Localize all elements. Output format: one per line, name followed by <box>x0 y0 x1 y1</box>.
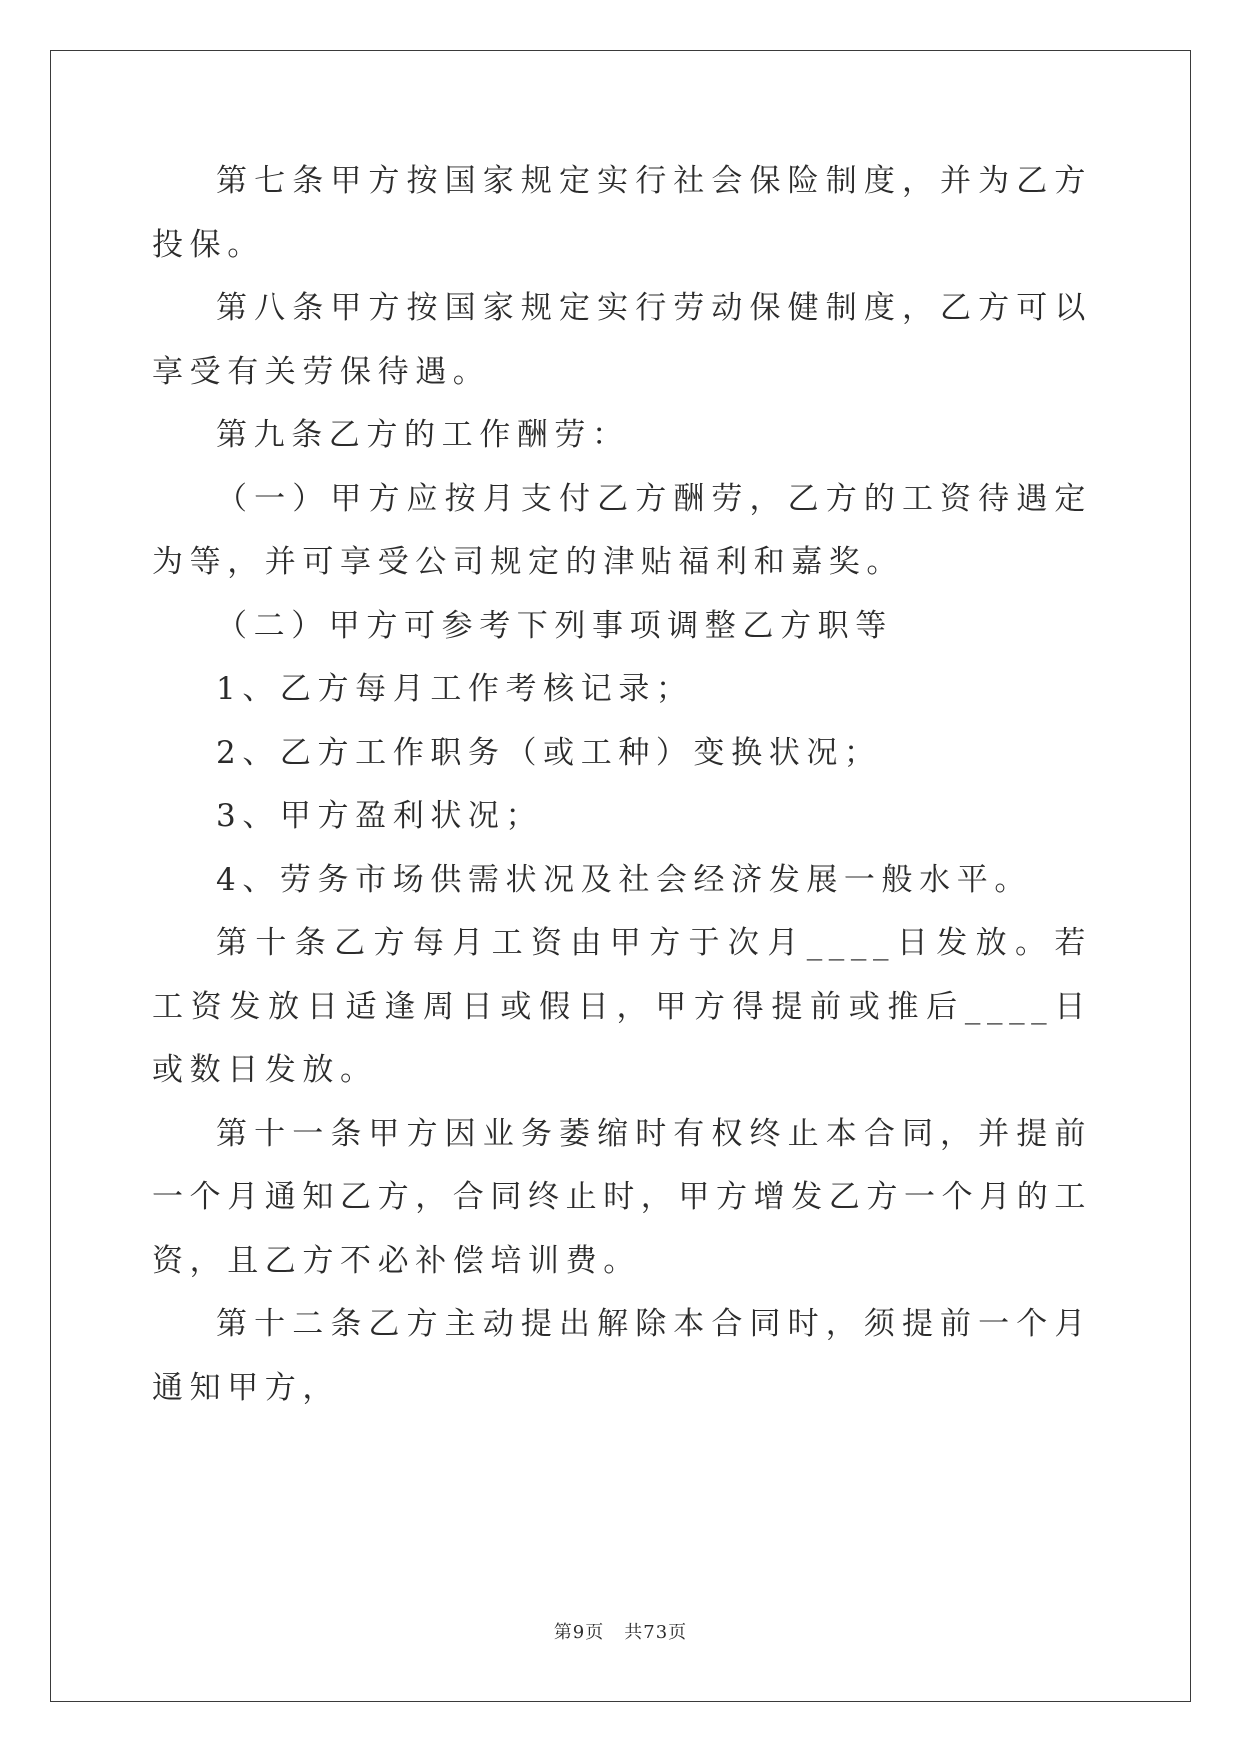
paragraph: 第八条甲方按国家规定实行劳动保健制度，乙方可以享受有关劳保待遇。 <box>152 290 1092 390</box>
document-body <box>152 150 1092 1420</box>
paragraph: 1、乙方每月工作考核记录； <box>216 671 694 707</box>
page-number-current: 第9页 <box>553 1622 605 1643</box>
paragraph: 第七条甲方按国家规定实行社会保险制度，并为乙方投保。 <box>152 163 1092 263</box>
page-number-total: 共73页 <box>624 1622 688 1643</box>
paragraph: 3、甲方盈利状况； <box>216 798 544 834</box>
page-footer <box>0 1618 1241 1644</box>
paragraph: 4、劳务市场供需状况及社会经济发展一般水平。 <box>216 861 1032 898</box>
paragraph: 第十二条乙方主动提出解除本合同时，须提前一个月通知甲方， <box>152 1306 1092 1406</box>
paragraph: （一）甲方应按月支付乙方酬劳，乙方的工资待遇定为等，并可享受公司规定的津贴福利和嘉奖。 <box>152 480 1092 580</box>
paragraph: 第十条乙方每月工资由甲方于次月____日发放。若工资发放日适逢周日或假日，甲方得提前或推后____日或数日发放。 <box>152 925 1092 1088</box>
paragraph: 第十一条甲方因业务萎缩时有权终止本合同，并提前一个月通知乙方，合同终止时，甲方增发乙方一个月的工资，且乙方不必补偿培训费。 <box>152 1115 1092 1279</box>
paragraph: 2、乙方工作职务（或工种）变换状况； <box>216 734 882 771</box>
paragraph: 第九条乙方的工作酬劳： <box>216 417 630 453</box>
paragraph: （二）甲方可参考下列事项调整乙方职等 <box>216 607 893 644</box>
